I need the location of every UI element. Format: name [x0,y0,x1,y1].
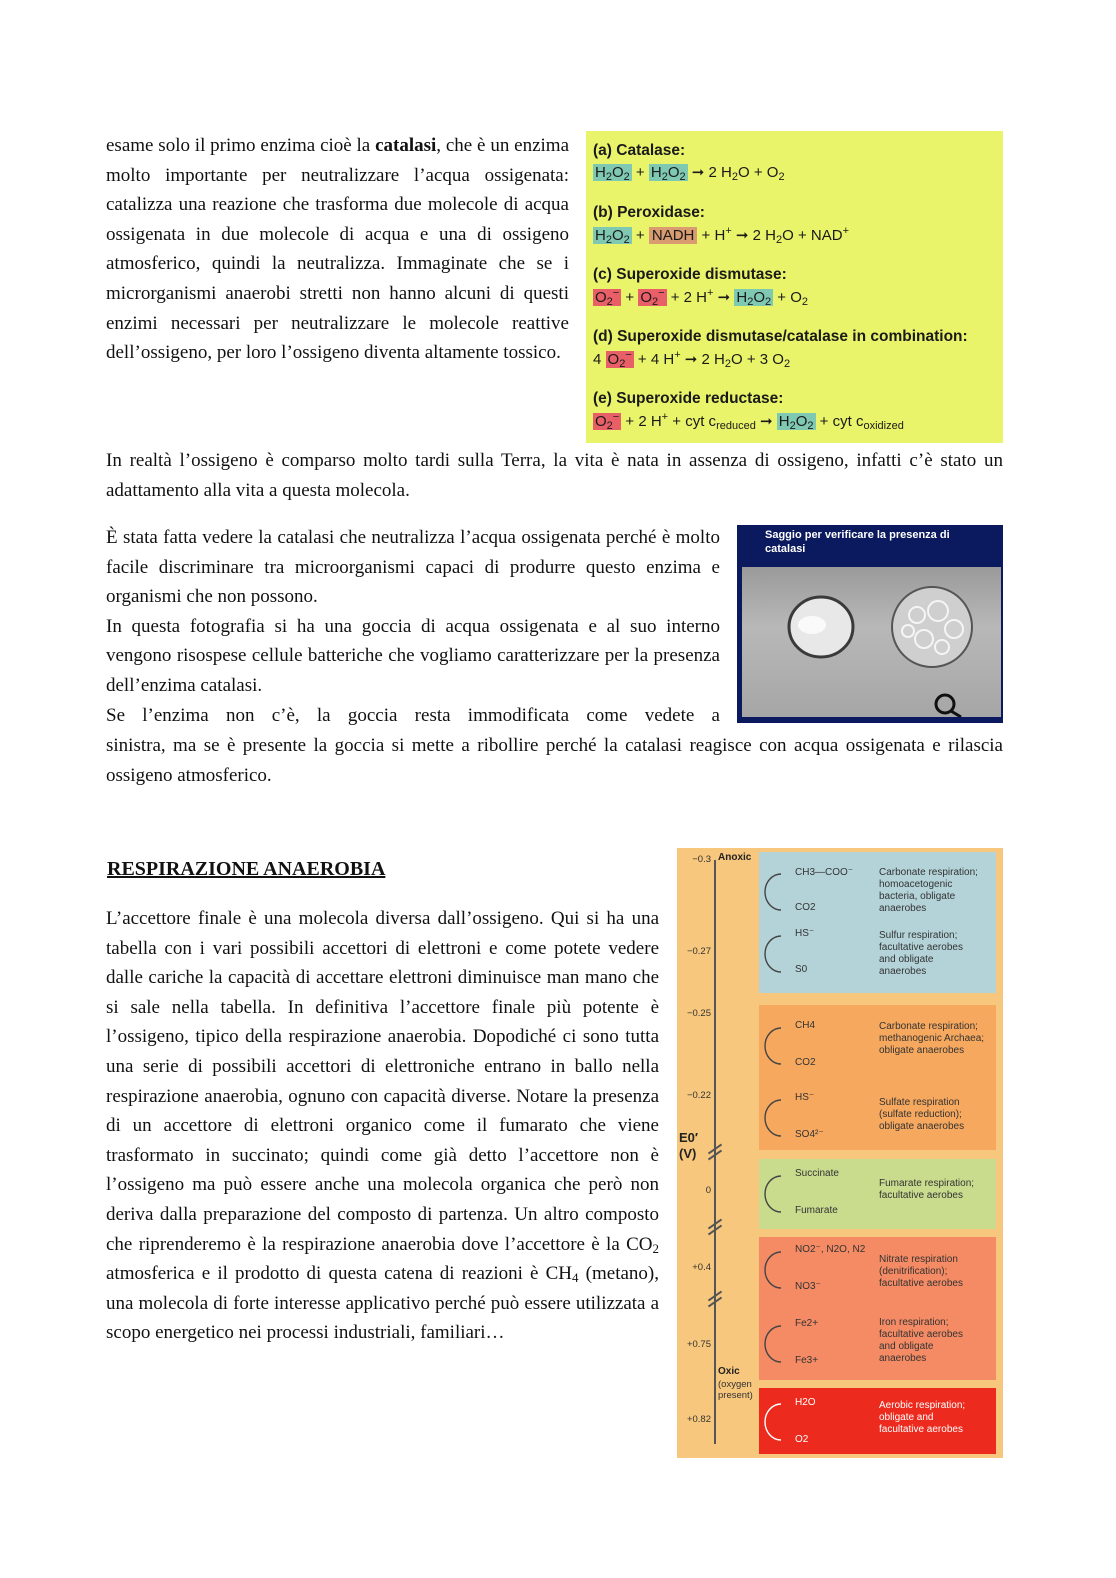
catalase-test-photo [737,525,1003,723]
photo-caption: Saggio per verificare la presenza di catalasi [765,529,950,555]
species-bottom: S0 [795,964,808,975]
oxic-label: Oxic [718,1366,740,1377]
species-top: HS⁻ [795,928,815,939]
p1-text-start: esame solo il primo enzima cioè la [106,135,376,156]
species-bottom: CO2 [795,1057,816,1068]
respiration-description: Sulfate respiration (sulfate reduction); obligate anaerobes [879,1097,965,1132]
respiration-description: Nitrate respiration (denitrification); facultative aerobes [879,1254,963,1289]
species-bottom: O2 [795,1434,809,1445]
species-bottom: CO2 [795,902,816,913]
drops-illustration [742,567,1001,717]
section-text-3: (metano), una molecola di forte interesse applicativo perché può essere utilizzata a scopo energetico nei processi industriali, familiari… [106,1263,659,1344]
peroxidase-title: (b) Peroxidase: [593,204,705,221]
paragraph-anaerobic-respiration [106,904,659,1348]
paragraph-catalase-intro [106,131,569,368]
arrow [765,1176,781,1212]
paragraph-drop-line: Se l’enzima non c’è, la goccia resta immodificata come vedete a [106,705,720,726]
tick-label: −0.25 [686,1008,711,1019]
loop-handle [951,711,961,717]
species-top: NO2⁻, N2O, N2 [795,1244,866,1255]
tick-label: +0.4 [692,1262,711,1273]
arrow [765,936,781,972]
species-top: Succinate [795,1168,839,1179]
species-bottom: SO4²⁻ [795,1129,824,1140]
species-bottom: Fumarate [795,1205,838,1216]
electron-acceptor-chart [677,848,1003,1458]
sor-equation: $O_2^- + 2$ H+ + cyt $c_{reduced}$ ➞ $H_2O_2$ + cyt $c_{oxidized}$ [595,411,904,432]
species-top: CH3—COO⁻ [795,867,854,878]
nadh-label: NADH [649,227,698,244]
section-text-2: atmosferica e il prodotto di questa catena di reazioni è CH [106,1263,573,1285]
paragraph-oxygen-history: In realtà l’ossigeno è comparso molto tardi sulla Terra, la vita è nata in assenza di ossigeno, infatti c’è stato un adattamento alla vita a questa molecola. [106,450,1003,501]
cyt-reduced-sub: reduced [716,420,756,432]
co2-subscript: 2 [652,1240,659,1256]
species-bottom: NO3⁻ [795,1281,821,1292]
catalase-title: (a) Catalase: [593,142,686,159]
section-text-1: L’accettore finale è una molecola diversa dall’ossigeno. Qui si ha una tabella con i vari possibili accettori di elettroni e come potete vedere dalle cariche la capacità di accettare elettroni diminuisce man mano che si sale nella tabella. In definitiva l’accettore finale più potente è l’ossigeno, tipico della respirazione anaerobia. Dopodiché ci sono tutta una serie di possibili accettori di elettroniche entrano in ballo nella respirazione anaerobia, ognuno con capacità diverse. Notare la presenza di un accettore di elettroni organico come il fumarato che viene trasformato in succinato; quindi come già detto l’accettore non è l’ossigeno ma può essere anche una molecola organica che però non deriva dalla preparazione del composto di partenza. Un altro composto che riprenderemo è la respirazione anaerobia dove l’accettore è la CO [106,908,659,1255]
tick-label: +0.75 [686,1339,711,1350]
anoxic-label: Anoxic [718,852,752,863]
tick-label: +0.82 [686,1414,711,1425]
respiration-description: Iron respiration; facultative aerobes and obligate anaerobes [879,1317,963,1364]
peroxidase-equation: $H_2O_2$ + NADH + H+ ➞ 2 $H_2O + NAD^+$ [595,225,850,246]
arrow [765,874,781,910]
arrow [765,1326,781,1362]
sod-catalase-equation: 4 $O_2^- + 4$ H+ ➞ 2 $H_2O + 3$ $O_2$ [593,349,791,370]
respiration-description: Carbonate respiration; methanogenic Archaea; obligate anaerobes [879,1021,985,1056]
inoculating-loop [936,695,954,713]
species-top: HS⁻ [795,1092,815,1103]
arrow [765,1404,781,1440]
respiration-description: Fumarate respiration; facultative aerobes [879,1178,975,1201]
section-title-anaerobic-respiration: RESPIRAZIONE ANAEROBIA [107,858,386,880]
cyt-reduced: cyt c [685,413,717,430]
cyt-oxidized: cyt c [832,413,864,430]
tick-label: 0 [705,1185,711,1196]
cyt-oxidized-sub: oxidized [863,420,904,432]
drop-negative-highlight [798,616,826,634]
arrow [765,1028,781,1064]
tick-label: −0.3 [692,854,711,865]
sod-catalase-title: (d) Superoxide dismutase/catalase in combination: [593,328,968,345]
species-bottom: Fe3+ [795,1355,819,1366]
respiration-description: Aerobic respiration; obligate and facultative aerobes [879,1400,966,1435]
oxic-sublabel: (oxygen present) [718,1379,753,1401]
arrow [765,1252,781,1288]
reaction-arrows [759,848,799,1458]
species-top: Fe2+ [795,1318,819,1329]
tick-label: −0.27 [686,946,711,957]
catalase-equation: $H_2O_2 + H_2O_2$ ➞ 2 $H_2O + O_2$ [595,164,785,183]
p3-text: È stata fatta vedere la catalasi che neutralizza l’acqua ossigenata perché è molto facile discriminare tra microorganismi capaci di produrre questo enzima e organismi che non possono. [106,527,720,608]
enzyme-reactions-figure [586,131,1003,443]
photo-drops [742,567,1001,717]
respiration-description: Sulfur respiration; facultative aerobes and obligate anaerobes [879,930,963,977]
ch4-subscript: 4 [572,1270,579,1286]
tick-label: −0.22 [686,1090,711,1101]
species-top: CH4 [795,1020,816,1031]
sod-title: (c) Superoxide dismutase: [593,266,787,283]
sor-title: (e) Superoxide reductase: [593,390,784,407]
p1-text-end: , che è un enzima molto importante per neutralizzare l’acqua ossigenata: catalizza una reazione che trasforma due molecole di acqua ossigenata in due molecole di acqua e una di ossigeno atmosferico, quindi la neutralizza. Immaginate che se i microrganismi anaerobi stretti non hanno alcuni di questi enzimi necessari per neutralizzare le molecole reattive dell’ossigeno, per loro l’ossigeno diventa altamente tossico. [106,135,569,364]
respiration-description: Carbonate respiration; homoacetogenic bacteria, obligate anaerobes [879,867,978,914]
axis-label: E0′ (V) [679,1130,699,1161]
species-top: H2O [795,1397,816,1408]
paragraph-drop-result: sinistra, ma se è presente la goccia si mette a ribollire perché la catalasi reagisce con acqua ossigenata e rilascia ossigeno atmosferico. [106,735,1003,786]
paragraph-catalase-test [106,523,720,701]
p4-text: In questa fotografia si ha una goccia di acqua ossigenata e al suo interno vengono risospese cellule batteriche che vogliamo caratterizzare per la presenza dell’enzima catalasi. [106,615,720,696]
p1-bold-catalasi: catalasi [375,135,437,156]
sod-equation: $O_2^- + O_2^- + 2$ H+ ➞ $H_2O_2 + O_2$ [595,287,809,308]
arrow [765,1100,781,1136]
